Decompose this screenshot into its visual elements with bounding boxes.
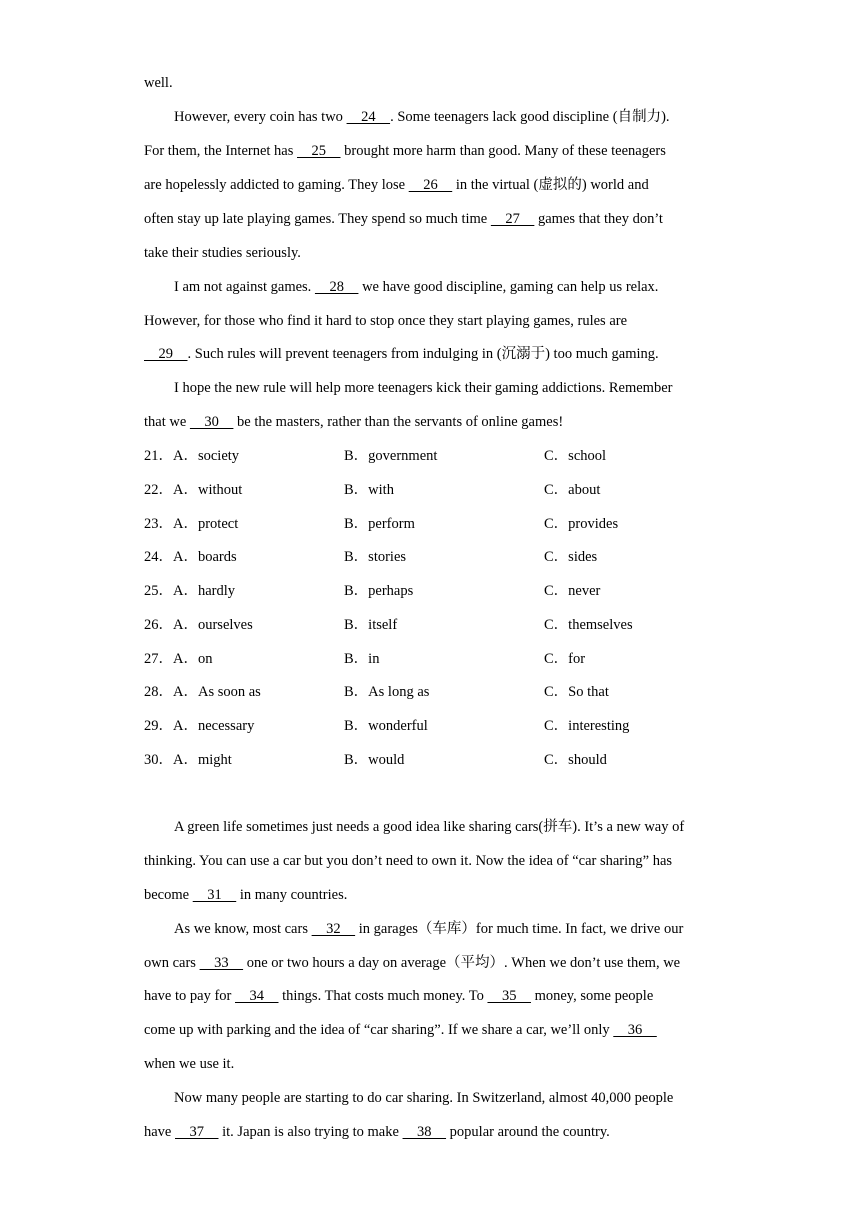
question-number: 28． <box>144 684 173 700</box>
option-row <box>144 650 212 668</box>
question-number: 24． <box>144 549 173 565</box>
text: one or two hours a day on average（平均）. When we don’t use them, we <box>243 955 681 971</box>
text: As we know, most cars <box>174 921 312 937</box>
text: become <box>144 887 193 903</box>
text-line <box>144 954 680 972</box>
text-line <box>144 1123 610 1141</box>
question-number: 29． <box>144 718 173 734</box>
text: have <box>144 1124 175 1140</box>
text: I am not against games. <box>174 279 315 295</box>
option-b[interactable]: B．perform <box>344 516 415 532</box>
option-c[interactable]: C．about <box>544 482 601 498</box>
option-c[interactable]: C．sides <box>544 549 598 565</box>
option-b[interactable]: B．with <box>344 482 394 498</box>
text: that we <box>144 414 190 430</box>
text-line <box>174 920 683 938</box>
option-c[interactable]: C．should <box>544 752 607 768</box>
text-line <box>174 278 658 296</box>
text-line <box>144 244 301 262</box>
text: popular around the country. <box>446 1124 610 1140</box>
option-a[interactable]: A．might <box>173 752 232 768</box>
option-row <box>144 515 238 533</box>
text-line <box>144 852 672 870</box>
text: . Such rules will prevent teenagers from indulging in (沉溺于) too much gaming. <box>187 346 659 362</box>
blank-38[interactable]: 38 <box>402 1124 447 1140</box>
text-line <box>144 74 173 92</box>
blank-29[interactable]: 29 <box>144 346 188 362</box>
text: . Some teenagers lack good discipline (自制力). <box>390 109 670 125</box>
blank-26[interactable]: 26 <box>408 177 453 193</box>
option-a[interactable]: A．boards <box>173 549 237 565</box>
text-line <box>144 886 347 904</box>
question-number: 27． <box>144 651 173 667</box>
option-c[interactable]: C．themselves <box>544 617 633 633</box>
question-number: 30． <box>144 752 173 768</box>
option-row <box>144 616 253 634</box>
option-row <box>144 447 239 465</box>
text: be the masters, rather than the servants of online games! <box>233 414 564 430</box>
text: own cars <box>144 955 200 971</box>
blank-34[interactable]: 34 <box>235 988 279 1004</box>
option-c[interactable]: C．interesting <box>544 718 630 734</box>
blank-32[interactable]: 32 <box>311 921 356 937</box>
text: in many countries. <box>236 887 348 903</box>
text: we have good discipline, gaming can help us relax. <box>358 279 659 295</box>
option-c[interactable]: C．provides <box>544 516 619 532</box>
option-row <box>144 481 242 499</box>
option-a[interactable]: A．hardly <box>173 583 236 599</box>
text-line <box>174 108 670 126</box>
option-a[interactable]: A．protect <box>173 516 239 532</box>
option-a[interactable]: A．As soon as <box>173 684 261 700</box>
question-number: 22． <box>144 482 173 498</box>
text-line <box>174 379 672 397</box>
text-line <box>144 1055 234 1073</box>
option-c[interactable]: C．never <box>544 583 601 599</box>
option-b[interactable]: B．stories <box>344 549 407 565</box>
text: have to pay for <box>144 988 235 1004</box>
option-row <box>144 717 254 735</box>
text: money, some people <box>530 988 654 1004</box>
option-b[interactable]: B．perhaps <box>344 583 414 599</box>
blank-25[interactable]: 25 <box>297 143 341 159</box>
blank-36[interactable]: 36 <box>613 1022 657 1038</box>
blank-24[interactable]: 24 <box>346 109 391 125</box>
option-row <box>144 548 237 566</box>
text: when we use it. <box>144 1056 235 1072</box>
text: things. That costs much money. To <box>278 988 488 1004</box>
text-line <box>174 1089 673 1107</box>
text-line <box>144 312 627 330</box>
text: take their studies seriously. <box>144 245 301 261</box>
question-number: 25． <box>144 583 173 599</box>
option-b[interactable]: B．government <box>344 448 438 464</box>
option-a[interactable]: A．without <box>173 482 243 498</box>
text: For them, the Internet has <box>144 143 298 159</box>
blank-31[interactable]: 31 <box>192 887 237 903</box>
text-line <box>144 413 563 431</box>
blank-28[interactable]: 28 <box>314 279 359 295</box>
option-a[interactable]: A．on <box>173 651 213 667</box>
blank-37[interactable]: 37 <box>175 1124 219 1140</box>
blank-33[interactable]: 33 <box>199 955 244 971</box>
text: it. Japan is also trying to make <box>218 1124 403 1140</box>
text-line <box>144 210 663 228</box>
text: Now many people are starting to do car sharing. In Switzerland, almost 40,000 people <box>174 1090 674 1106</box>
option-row <box>144 683 261 701</box>
text: are hopelessly addicted to gaming. They lose <box>144 177 409 193</box>
option-row <box>144 582 235 600</box>
text: However, for those who find it hard to stop once they start playing games, rules are <box>144 313 628 329</box>
option-a[interactable]: A．necessary <box>173 718 255 734</box>
text: in the virtual (虚拟的) world and <box>452 177 649 193</box>
option-c[interactable]: C．for <box>544 651 586 667</box>
option-b[interactable]: B．itself <box>344 617 398 633</box>
question-number: 21． <box>144 448 173 464</box>
text: brought more harm than good. Many of these teenagers <box>340 143 666 159</box>
option-a[interactable]: A．ourselves <box>173 617 253 633</box>
option-c[interactable]: C．So that <box>544 684 609 700</box>
question-number: 26． <box>144 617 173 633</box>
text: I hope the new rule will help more teenagers kick their gaming addictions. Remember <box>174 380 673 396</box>
text-line <box>144 176 649 194</box>
text-line <box>144 345 659 363</box>
option-a[interactable]: A．society <box>173 448 240 464</box>
text: thinking. You can use a car but you don’t need to own it. Now the idea of “car sharing” has <box>144 853 673 869</box>
option-b[interactable]: B．As long as <box>344 684 430 700</box>
text-line <box>144 987 653 1005</box>
text: well. <box>144 75 173 91</box>
option-c[interactable]: C．school <box>544 448 607 464</box>
blank-35[interactable]: 35 <box>487 988 531 1004</box>
text-line <box>144 1021 657 1039</box>
option-b[interactable]: B．would <box>344 752 405 768</box>
text: come up with parking and the idea of “car sharing”. If we share a car, we’ll only <box>144 1022 614 1038</box>
option-b[interactable]: B．in <box>344 651 380 667</box>
text: games that they don’t <box>534 211 663 227</box>
blank-30[interactable]: 30 <box>189 414 234 430</box>
text: A green life sometimes just needs a good idea like sharing cars(拼车). It’s a new way of <box>174 819 685 835</box>
question-number: 23． <box>144 516 173 532</box>
text: However, every coin has two <box>174 109 347 125</box>
option-b[interactable]: B．wonderful <box>344 718 428 734</box>
option-row <box>144 751 232 769</box>
text: often stay up late playing games. They spend so much time <box>144 211 491 227</box>
text: in garages（车库）for much time. In fact, we drive our <box>355 921 684 937</box>
text-line <box>144 142 666 160</box>
text-line <box>174 818 684 836</box>
blank-27[interactable]: 27 <box>490 211 535 227</box>
